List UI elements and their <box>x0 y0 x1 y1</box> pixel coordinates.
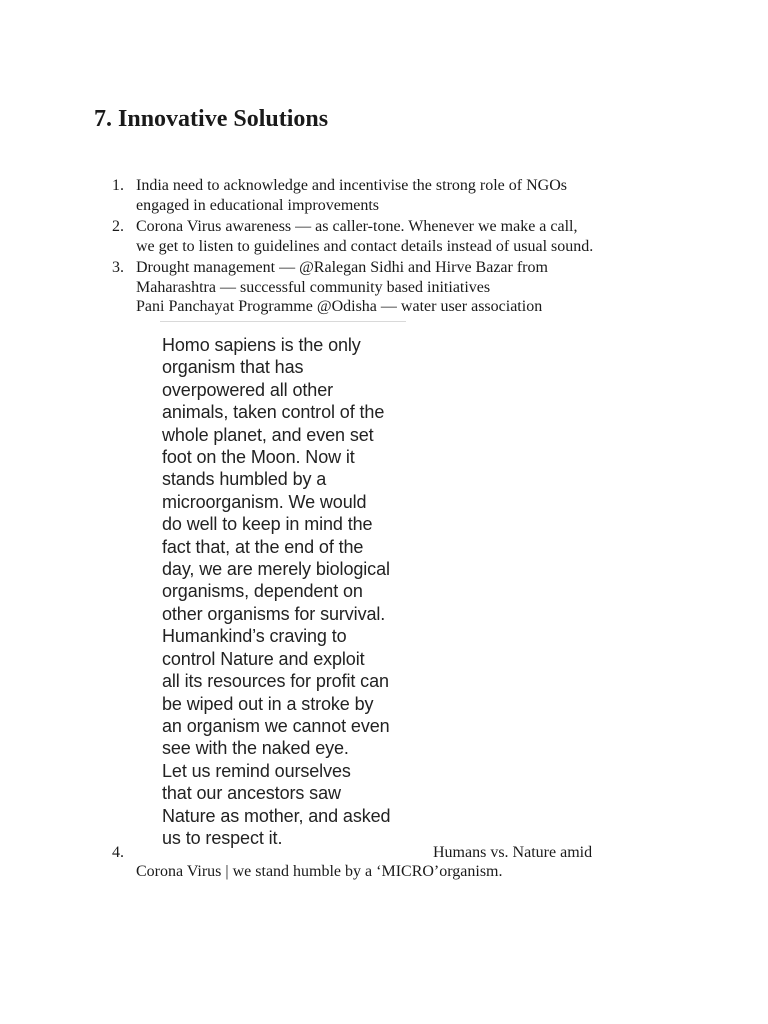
list-number-3: 3. <box>112 259 124 276</box>
list-item-4-caption-line-1: Humans vs. Nature amid <box>433 844 593 861</box>
quote-line: foot on the Moon. Now it <box>162 447 355 468</box>
list-item-2-line-1: Corona Virus awareness — as caller-tone. Whenever we make a call, <box>136 218 578 235</box>
quote-line: all its resources for profit can <box>162 671 389 692</box>
list-item-3-line-3: Pani Panchayat Programme @Odisha — water user association <box>136 298 543 315</box>
quote-line: stands humbled by a <box>162 469 327 490</box>
quote-line: us to respect it. <box>162 827 283 848</box>
list-number-1: 1. <box>112 177 124 194</box>
section-heading: 7. Innovative Solutions <box>94 106 329 132</box>
quote-line: see with the naked eye. <box>162 738 349 759</box>
image-top-divider <box>160 321 406 322</box>
quote-line: that our ancestors saw <box>162 783 341 804</box>
list-item-1-line-2: engaged in educational improvements <box>136 197 380 214</box>
quote-line: fact that, at the end of the <box>162 536 364 557</box>
quote-line: Let us remind ourselves <box>162 760 351 781</box>
list-item-1-line-1: India need to acknowledge and incentivise the strong role of NGOs <box>136 177 567 194</box>
quote-line: Nature as mother, and asked <box>162 805 391 826</box>
quote-line: whole planet, and even set <box>162 424 374 445</box>
quote-line: overpowered all other <box>162 379 334 400</box>
quote-line: other organisms for survival. <box>162 603 386 624</box>
quote-line: Humankind’s craving to <box>162 626 347 647</box>
list-item-2-line-2: we get to listen to guidelines and contact details instead of usual sound. <box>136 238 594 255</box>
quote-image <box>162 334 422 849</box>
quote-line: animals, taken control of the <box>162 402 385 423</box>
quote-line: day, we are merely biological <box>162 559 390 580</box>
list-number-2: 2. <box>112 218 124 235</box>
quote-line: Homo sapiens is the only <box>162 335 361 355</box>
list-item-4-caption-line-2: Corona Virus | we stand humble by a ‘MICRO’organism. <box>136 863 503 880</box>
quote-line: organism that has <box>162 357 304 378</box>
quote-line: microorganism. We would <box>162 491 367 512</box>
quote-line: do well to keep in mind the <box>162 514 373 535</box>
quote-line: an organism we cannot even <box>162 715 390 736</box>
list-item-3-line-2: Maharashtra — successful community based initiatives <box>136 279 491 296</box>
quote-line: organisms, dependent on <box>162 581 363 602</box>
quote-line: control Nature and exploit <box>162 648 365 669</box>
list-number-4: 4. <box>112 844 124 861</box>
list-item-3-line-1: Drought management — @Ralegan Sidhi and Hirve Bazar from <box>136 259 548 276</box>
quote-line: be wiped out in a stroke by <box>162 693 374 714</box>
